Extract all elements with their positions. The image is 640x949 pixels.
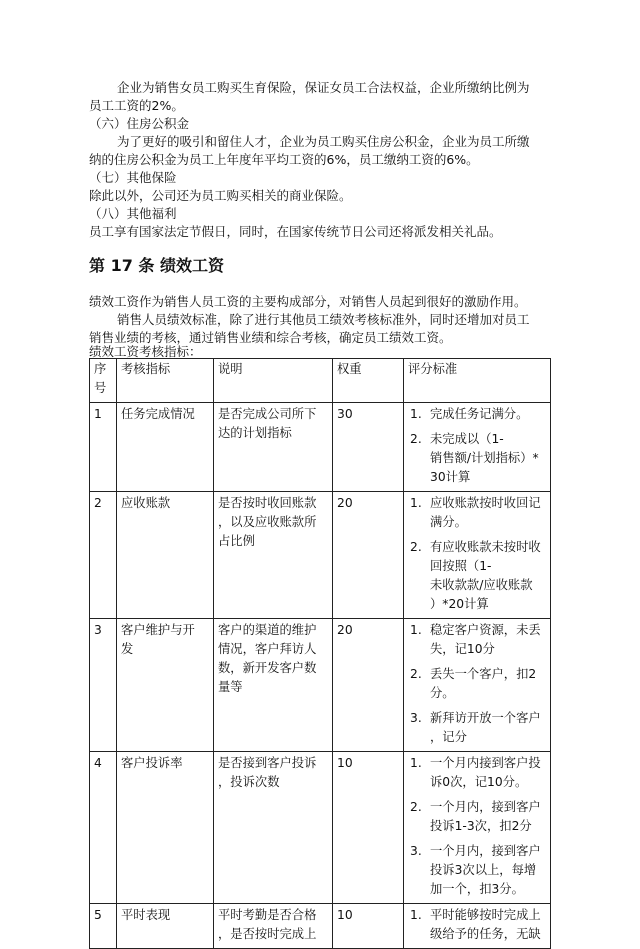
body-line: 绩效工资作为销售人员工资的主要构成部分，对销售人员起到很好的激励作用。 bbox=[89, 294, 527, 309]
header-weight: 权重 bbox=[333, 359, 404, 403]
cell-description: 平时考勤是否合格 ，是否按时完成上 bbox=[214, 904, 333, 949]
table-row bbox=[90, 752, 551, 904]
cell-no: 3 bbox=[90, 619, 117, 752]
table-row bbox=[90, 904, 551, 949]
cell-criteria bbox=[404, 619, 551, 752]
criteria-number: 1. bbox=[410, 756, 422, 770]
cell-indicator: 应收账款 bbox=[117, 492, 214, 619]
paragraph-line: 员工工资的2%。 bbox=[89, 98, 184, 113]
cell-description: 是否接到客户投诉 ，投诉次数 bbox=[214, 752, 333, 904]
table-caption: 绩效工资考核指标： bbox=[89, 344, 202, 359]
criteria-list bbox=[408, 906, 546, 944]
criteria-number: 3. bbox=[410, 844, 422, 858]
cell-indicator: 客户投诉率 bbox=[117, 752, 214, 904]
cell-description: 是否按时收回账款 ，以及应收账款所 占比例 bbox=[214, 492, 333, 619]
cell-weight: 10 bbox=[333, 752, 404, 904]
kpi-table bbox=[89, 358, 551, 949]
criteria-number: 2. bbox=[410, 667, 422, 681]
header-indicator: 考核指标 bbox=[117, 359, 214, 403]
criteria-item: 2. 未完成以（1- 销售额/计划指标）* 30计算 bbox=[410, 432, 539, 484]
paragraph-line: 除此以外，公司还为员工购买相关的商业保险。 bbox=[89, 188, 352, 203]
table-header-row bbox=[90, 359, 551, 403]
criteria-item: 2. 丢失一个客户，扣2 分。 bbox=[410, 667, 537, 700]
cell-weight: 20 bbox=[333, 619, 404, 752]
criteria-list bbox=[408, 405, 546, 487]
cell-weight: 10 bbox=[333, 904, 404, 949]
cell-no: 5 bbox=[90, 904, 117, 949]
criteria-number: 2. bbox=[410, 432, 422, 446]
cell-criteria bbox=[404, 403, 551, 492]
criteria-number: 1. bbox=[410, 407, 422, 421]
header-description: 说明 bbox=[214, 359, 333, 403]
criteria-list bbox=[408, 621, 546, 747]
cell-no: 2 bbox=[90, 492, 117, 619]
subheading: （六）住房公积金 bbox=[89, 116, 190, 131]
paragraph-line: 企业为销售女员工购买生育保险，保证女员工合法权益，企业所缴纳比例为 bbox=[117, 80, 530, 95]
criteria-item: 1. 完成任务记满分。 bbox=[408, 405, 546, 424]
section-title: 第 17 条 绩效工资 bbox=[89, 256, 224, 275]
cell-weight: 20 bbox=[333, 492, 404, 619]
criteria-item: 2. 一个月内，接到客户 投诉1-3次，扣2分 bbox=[410, 800, 541, 833]
cell-description: 客户的渠道的维护 情况，客户拜访人 数，新开发客户数 量等 bbox=[214, 619, 333, 752]
criteria-item: 2. 有应收账款未按时收 回按照（1- 未收款款/应收账款 ）*20计算 bbox=[410, 540, 541, 611]
criteria-item: 3. 一个月内，接到客户 投诉3次以上，每增 加一个，扣3分。 bbox=[410, 844, 541, 896]
cell-description: 是否完成公司所下 达的计划指标 bbox=[214, 403, 333, 492]
cell-criteria bbox=[404, 904, 551, 949]
table-row bbox=[90, 403, 551, 492]
criteria-list bbox=[408, 754, 546, 899]
table-row bbox=[90, 619, 551, 752]
criteria-item: 1. 平时能够按时完成上 级给予的任务，无缺 bbox=[410, 908, 541, 941]
criteria-number: 1. bbox=[410, 623, 422, 637]
body-line: 销售人员绩效标准，除了进行其他员工绩效考核标准外，同时还增加对员工 bbox=[117, 312, 530, 327]
criteria-number: 1. bbox=[410, 496, 422, 510]
paragraph-line: 为了更好的吸引和留住人才，企业为员工购买住房公积金，企业为员工所缴 bbox=[117, 134, 530, 149]
criteria-item: 1. 一个月内接到客户投 诉0次，记10分。 bbox=[410, 756, 541, 789]
paragraph-line: 员工享有国家法定节假日，同时，在国家传统节日公司还将派发相关礼品。 bbox=[89, 224, 502, 239]
header-no: 序 号 bbox=[90, 359, 117, 403]
criteria-item: 1. 应收账款按时收回记 满分。 bbox=[410, 496, 541, 529]
cell-weight: 30 bbox=[333, 403, 404, 492]
header-criteria: 评分标准 bbox=[404, 359, 551, 403]
cell-criteria bbox=[404, 492, 551, 619]
cell-criteria bbox=[404, 752, 551, 904]
criteria-number: 2. bbox=[410, 540, 422, 554]
cell-no: 4 bbox=[90, 752, 117, 904]
criteria-number: 2. bbox=[410, 800, 422, 814]
criteria-number: 3. bbox=[410, 711, 422, 725]
criteria-number: 1. bbox=[410, 908, 422, 922]
criteria-item: 3. 新拜访开放一个客户 ，记分 bbox=[410, 711, 541, 744]
paragraph-line: 纳的住房公积金为员工上年度年平均工资的6%，员工缴纳工资的6%。 bbox=[89, 152, 479, 167]
table-row bbox=[90, 492, 551, 619]
cell-indicator: 任务完成情况 bbox=[117, 403, 214, 492]
body-line: 销售业绩的考核，通过销售业绩和综合考核，确定员工绩效工资。 bbox=[89, 330, 452, 345]
cell-indicator: 客户维护与开 发 bbox=[117, 619, 214, 752]
criteria-item: 1. 稳定客户资源，未丢 失，记10分 bbox=[410, 623, 541, 656]
subheading: （八）其他福利 bbox=[89, 206, 177, 221]
subheading: （七）其他保险 bbox=[89, 170, 177, 185]
criteria-list bbox=[408, 494, 546, 614]
cell-no: 1 bbox=[90, 403, 117, 492]
cell-indicator: 平时表现 bbox=[117, 904, 214, 949]
